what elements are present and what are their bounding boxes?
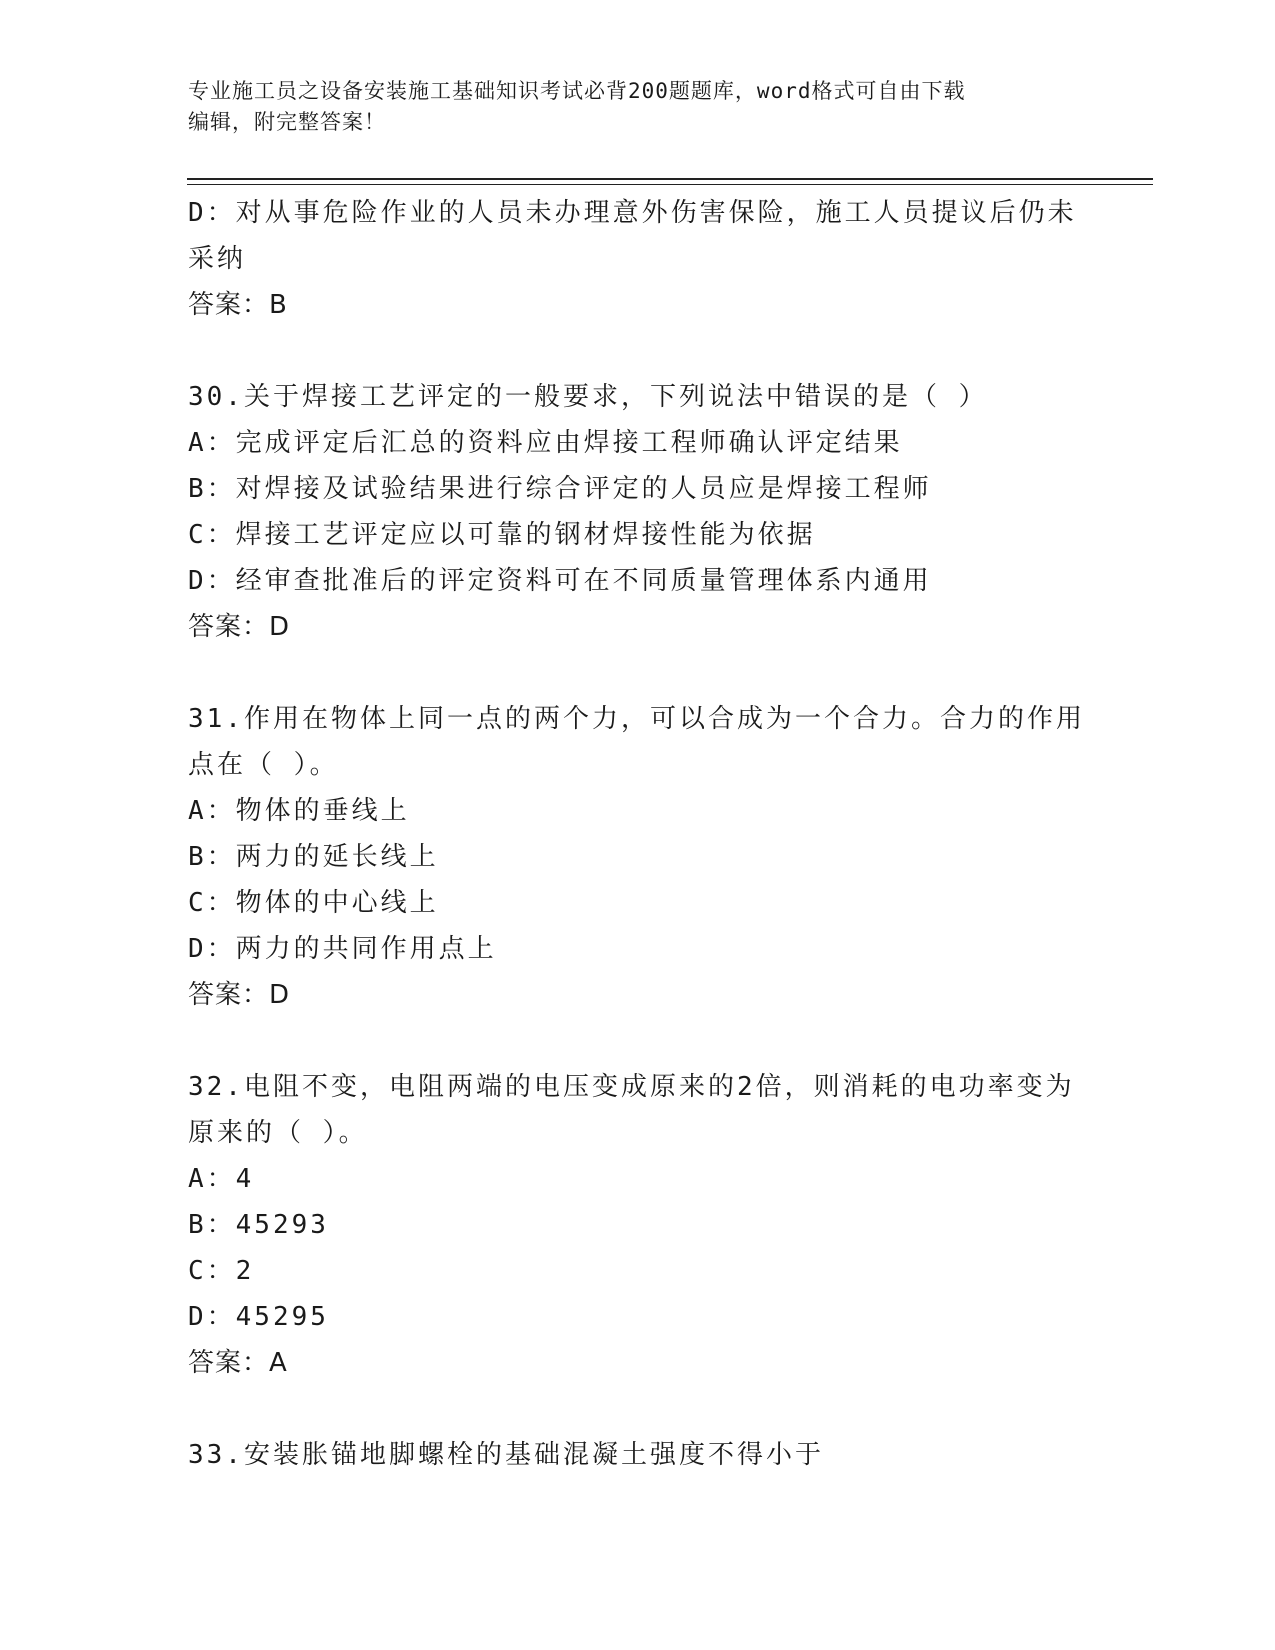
question-31 xyxy=(188,696,1088,1018)
question-stem: 32.电阻不变，电阻两端的电压变成原来的2倍，则消耗的电功率变为 xyxy=(188,1072,1075,1102)
option-a: A：完成评定后汇总的资料应由焊接工程师确认评定结果 xyxy=(188,428,903,458)
answer-line: 答案：D xyxy=(188,612,291,642)
document-body xyxy=(188,190,1088,1478)
option-d: D：两力的共同作用点上 xyxy=(188,934,497,964)
question-32 xyxy=(188,1064,1088,1386)
option-d: D：经审查批准后的评定资料可在不同质量管理体系内通用 xyxy=(188,566,932,596)
spacer xyxy=(188,1018,1088,1064)
question-stem: 31.作用在物体上同一点的两个力，可以合成为一个合力。合力的作用 xyxy=(188,704,1085,734)
option-c: C：物体的中心线上 xyxy=(188,888,439,918)
answer-line: 答案：D xyxy=(188,980,291,1010)
answer-line: 答案：B xyxy=(188,290,288,320)
option-d-continued: 采纳 xyxy=(188,244,247,274)
header-rule-thin xyxy=(187,184,1153,185)
question-stem: 30.关于焊接工艺评定的一般要求，下列说法中错误的是（ ） xyxy=(188,382,988,412)
option-b: B：45293 xyxy=(188,1210,329,1240)
answer-line: 答案：A xyxy=(188,1348,288,1378)
spacer xyxy=(188,650,1088,696)
option-d: D：45295 xyxy=(188,1302,329,1332)
spacer xyxy=(188,1386,1088,1432)
question-stem-continued: 原来的（ ）。 xyxy=(188,1118,368,1148)
header-title-line1: 专业施工员之设备安装施工基础知识考试必背200题题库，word格式可自由下载 xyxy=(188,79,966,103)
header-rule-thick xyxy=(187,178,1153,180)
question-33 xyxy=(188,1432,1088,1478)
option-c: C：2 xyxy=(188,1256,255,1286)
question-30 xyxy=(188,374,1088,650)
option-b: B：两力的延长线上 xyxy=(188,842,439,872)
question-stem-continued: 点在（ ）。 xyxy=(188,750,339,780)
option-c: C：焊接工艺评定应以可靠的钢材焊接性能为依据 xyxy=(188,520,816,550)
option-d: D：对从事危险作业的人员未办理意外伤害保险，施工人员提议后仍未 xyxy=(188,198,1077,228)
option-a: A：物体的垂线上 xyxy=(188,796,410,826)
spacer xyxy=(188,328,1088,374)
question-stem: 33.安装胀锚地脚螺栓的基础混凝土强度不得小于 xyxy=(188,1440,824,1470)
page-header xyxy=(188,76,1078,138)
option-a: A：4 xyxy=(188,1164,255,1194)
option-b: B：对焊接及试验结果进行综合评定的人员应是焊接工程师 xyxy=(188,474,932,504)
header-title-line2: 编辑，附完整答案！ xyxy=(188,110,386,134)
prev-question-block xyxy=(188,190,1088,328)
